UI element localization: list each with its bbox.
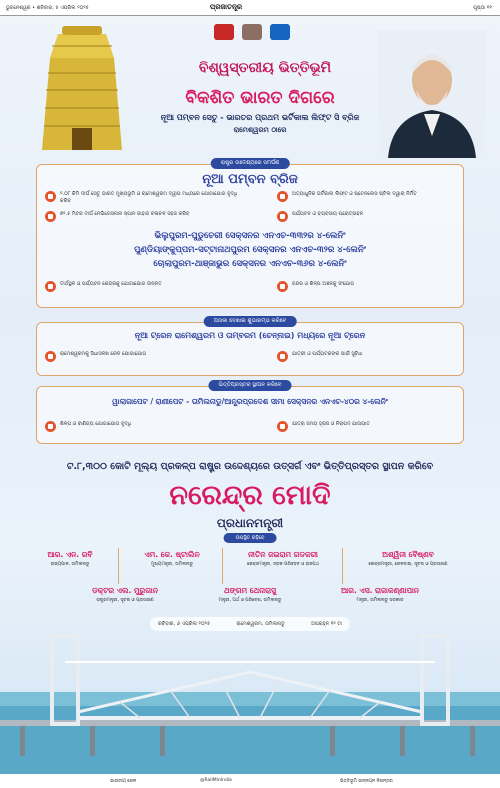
lift-icon: [277, 191, 288, 202]
event-place: ରାମେଶ୍ୱରମ, ତାମିଲନାଡୁ: [236, 621, 285, 627]
footer: [0, 774, 500, 788]
divider: [118, 548, 119, 584]
dignitary: ଏମ. କେ. ଷ୍ଟାଲିନ ମୁଖ୍ୟମନ୍ତ୍ରୀ, ତାମିଲନାଡୁ: [144, 550, 200, 567]
section-tag: ପତାକା ଦେଖାଇ ଶୁଭାରମ୍ଭ କରିବେ: [204, 316, 297, 327]
feature-item: ୭୨.୫ ମିଟର ଦୀର୍ଘ ନେଭିଗେସନାଲ ସ୍ପାନ ଜାହାଜ ଚଳାଚଳ ସହଜ କରିବ: [45, 211, 245, 222]
highway-project: ପୁଣ୍ଡିୟାଙ୍କୁପ୍ପମ-ସଟ୍ଟାନାଥପୁରମ ସେକ୍ସନର ଏନଏଚ-୩୨ର ୪-ଲେନିଂ: [134, 245, 366, 255]
feature-item: ଯାତ୍ରା ସମୟ ହ୍ରାସ ଓ ନିରାପଦ ଯାତାୟାତ: [277, 421, 457, 432]
feature-item: ରାମେଶ୍ୱରମକୁ ସିଧାସଳଖ ରେଳ ଯୋଗାଯୋଗ: [45, 351, 245, 362]
highway-project: ଚୋଲାପୁରମ-ଥାଞ୍ଜାଭୁର ସେକ୍ସନର ଏନଏଚ-୩୬ର ୪-ଲେନିଂ: [153, 259, 347, 269]
project-summary: ଟ.୮,୩୦୦ କୋଟି ମୂଲ୍ୟ ପ୍ରକଳ୍ପ ରାଷ୍ଟ୍ର ଉଦ୍ଦେଶ୍ୟରେ ଉତ୍ସର୍ଗ ଏବଂ ଭିତ୍ତିପ୍ରସ୍ତର ସ୍ଥାପନ କରିବେ: [66, 461, 434, 472]
highway-project: ଭିଲୁପୁରମ-ପୁଡୁଚେରୀ ସେକ୍ସନର ଏନଏଚ-୩୩୨ର ୪-ଲେନିଂ: [154, 231, 346, 241]
section-title: ନୂଆ ଟ୍ରେନ ରାମେଶ୍ୱରମ ଓ ତାମ୍ବରମ (ଚେନ୍ନାଇ) ମଧ୍ୟରେ ନୂଆ ଟ୍ରେନ: [134, 331, 366, 340]
passenger-icon: [277, 351, 288, 362]
headline-line2: ବିକଶିତ ଭାରତ ଦିଗରେ: [185, 88, 335, 108]
section-title: ୱାଲାଜାପେଟ / ରାଣୀପେଟ - ତାମିଲନାଡୁ/ଆନ୍ଧ୍ରପ୍ରଦେଶ ସୀମା ସେକ୍ସନର ଏନଏଚ-୪୦ର ୪-ଲେନିଂ: [112, 397, 388, 406]
dignitary: ଥଙ୍ଗମ ଥେନାରାସୁ ମନ୍ତ୍ରୀ, ଅର୍ଥ ଓ ପରିବେଶ, ତାମିଲନାଡୁ: [218, 586, 282, 603]
feature-item: ଅତ୍ୟାଧୁନିକ ଭର୍ଟିକାଲ ଲିଫ୍ଟ ଓ ଷ୍ଟେନଲେସ ଷ୍ଟିଲ ଦ୍ୱାରା ନିର୍ମିତ: [277, 191, 457, 202]
clock-icon: [277, 421, 288, 432]
footer-slogan: ଭିତ୍ତିଭୂମି ଉନ୍ନୟନ ନିରନ୍ତର: [340, 779, 393, 784]
port-icon: [277, 281, 288, 292]
footer-social-handle: @RailMinIndia: [200, 778, 232, 783]
ship-icon: [45, 211, 56, 222]
section-tag: ରାଷ୍ଟ୍ର ଉଦ୍ଦେଶ୍ୟରେ ସମର୍ପଣ: [211, 158, 290, 169]
section-tag: ଭିତ୍ତିପ୍ରସ୍ତର ସ୍ଥାପନ କରିବେ: [208, 380, 291, 391]
foundation-section: [36, 382, 464, 444]
presence-tag: ଉପସ୍ଥିତ ରହିବେ: [224, 533, 277, 543]
dignitary: ଡକ୍ଟର ଏଲ. ମୁରୁଗାନ ରାଷ୍ଟ୍ରମନ୍ତ୍ରୀ, ସୂଚନା ଓ ପ୍ରସାରଣ: [92, 586, 158, 603]
page-number: ପୃଷ୍ଠା ୧୧: [473, 5, 492, 11]
newspaper-name: ପ୍ରଜାତନ୍ତ୍ର: [210, 3, 243, 11]
industry-icon: [45, 421, 56, 432]
prime-minister-photo: [378, 30, 486, 158]
dignitary: ଆର. ଏନ. ରବି ରାଜ୍ୟପାଳ, ତାମିଲନାଡୁ: [47, 550, 93, 567]
pamban-bridge-image: [0, 632, 500, 774]
pm-title: ପ୍ରଧାନମନ୍ତ୍ରୀ: [216, 516, 284, 530]
masthead: [0, 0, 500, 16]
tourism-icon: [277, 211, 288, 222]
headline-line3: ନୂଆ ପମ୍ବନ ସେତୁ - ଭାରତର ପ୍ରଥମ ଭର୍ଟିକାଲ ଲିଫ୍ଟ ସି ବ୍ରିଜ: [160, 113, 360, 122]
indian-railways-logo: [214, 24, 234, 40]
national-emblem-logo: [242, 24, 262, 40]
feature-item: ଯାତ୍ରୀ ଓ ପର୍ଯ୍ୟଟକଙ୍କ ପାଇଁ ସୁବିଧା: [277, 351, 457, 362]
dignitary: ନୀତିନ ଜଇରାମ ଗଡକରୀ କେନ୍ଦ୍ରମନ୍ତ୍ରୀ, ସଡ଼କ ପରିବହନ ଓ ରାଜପଥ: [246, 550, 320, 567]
headline-line1: ବିଶ୍ୱସ୍ତରୀୟ ଭିତ୍ତିଭୂମି: [198, 60, 332, 76]
government-logos: [207, 24, 297, 42]
dignitary: ଆର. ଏସ. ରାଜାକଣ୍ଣାପାନ ମନ୍ତ୍ରୀ, ତାମିଲନାଡୁ ସରକାର: [341, 586, 419, 603]
dignitary: ଅଶ୍ୱିନୀ ବୈଷ୍ଣବ କେନ୍ଦ୍ରମନ୍ତ୍ରୀ, ରେଳବାଇ, ସୂଚନା ଓ ପ୍ରସାରଣ: [368, 550, 448, 567]
event-info-bar: [150, 617, 350, 631]
feature-item: ବନ୍ଦର ଓ ଶିଳ୍ପ ଅଞ୍ଚଳକୁ ସଂଯୋଗ: [277, 281, 457, 292]
pm-name: ନରେନ୍ଦ୍ର ମୋଦି: [169, 480, 331, 511]
temple-icon: [45, 281, 56, 292]
divider: [342, 548, 343, 584]
section-title: ନୂଆ ପମ୍ବନ ବ୍ରିଜ: [202, 172, 298, 187]
headline-line4: ରାମେଶ୍ୱରମ ଠାରେ: [233, 126, 287, 134]
feature-item: ଶିଳ୍ପ ଓ ବାଣିଜ୍ୟ ଯୋଗାଯୋଗ ବୃଦ୍ଧି: [45, 421, 245, 432]
feature-item: ପର୍ଯ୍ୟଟନ ଓ ବ୍ୟବସାୟ ପ୍ରୋତ୍ସାହନ: [277, 211, 457, 222]
event-time: ଅପରାହ୍ନ ୧୨ ଟା: [311, 621, 342, 627]
feature-item: ୨.୦୮ କିମି ଦୀର୍ଘ ସେତୁ ଭାରତ ମୁଖ୍ୟଭୂମି ଓ ରାମେଶ୍ୱରମ ଦ୍ୱୀପ ମଧ୍ୟରେ ଯୋଗାଯୋଗ ବୃଦ୍ଧି କରିବ: [45, 191, 245, 205]
footer-org: ଭାରତୀୟ ରେଳ: [110, 779, 137, 784]
divider: [222, 548, 223, 584]
train-icon: [45, 351, 56, 362]
dedication-section: [36, 160, 464, 308]
masthead-date: ଭୁବନେଶ୍ୱର • ଶନିବାର, ୫ ଏପ୍ରିଲ ୨୦୨୫: [6, 5, 89, 11]
bridge-icon: [45, 191, 56, 202]
nhai-logo: [270, 24, 290, 40]
event-date: ରବିବାର, ୬ ଏପ୍ରିଲ ୨୦୨୫: [158, 621, 211, 627]
feature-item: ତୀର୍ଥସ୍ଥଳ ଓ ପର୍ଯ୍ୟଟନ କେନ୍ଦ୍ରକୁ ଯୋଗାଯୋଗ ଉନ୍ନତ: [45, 281, 245, 292]
temple-gopuram-image: [22, 18, 142, 150]
flag-off-section: [36, 318, 464, 376]
